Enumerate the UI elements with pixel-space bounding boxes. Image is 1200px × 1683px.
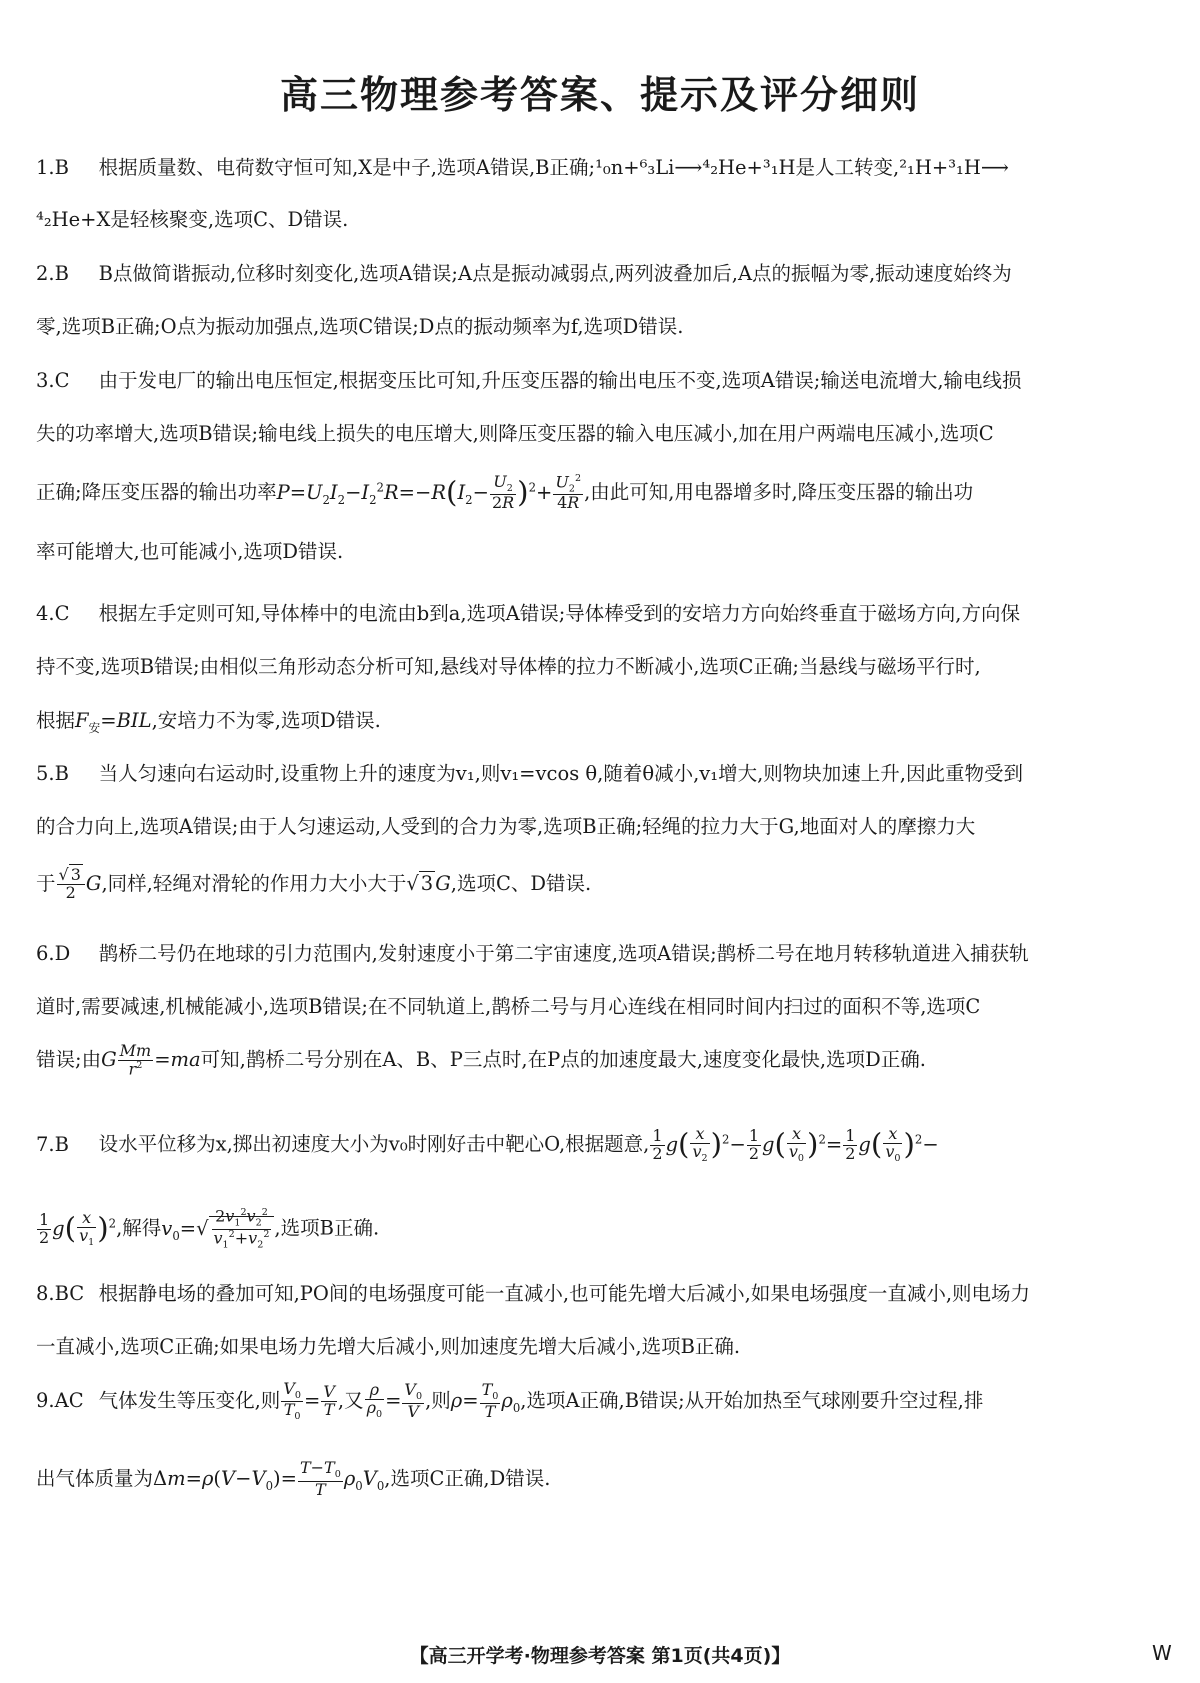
initial-speed-formula: $v_0=√$ $\frac{2v_1^2v_2^2}{v_1^2+v_2^2}$ [161, 1217, 274, 1240]
answer-key: C [54, 369, 70, 392]
footer-mark: W [1152, 1641, 1172, 1665]
question-2 [36, 259, 1166, 342]
explanation-text: 正确;降压变压器的输出功率 [36, 480, 277, 504]
explanation-text: 错误;由 [36, 1048, 102, 1071]
explanation-text: ,又 [337, 1389, 364, 1412]
question-6 [36, 939, 1166, 1082]
question-number: 2. [36, 262, 55, 285]
explanation-text: 当人匀速向右运动时,设重物上升的速度为v₁,则v₁=vcos θ,随着θ减小,v₁增大,则物块加速上升,因此重物受到 [98, 762, 1024, 785]
answer-key: B [54, 762, 69, 785]
answer-key: C [54, 602, 70, 625]
explanation-text: 出气体质量为 [36, 1467, 154, 1490]
explanation-text: 气体发生等压变化,则 [98, 1389, 281, 1412]
explanation-text: ,选项A正确,B错误;从开始加热至气球刚要升空过程,排 [520, 1389, 984, 1412]
question-8 [36, 1279, 1166, 1362]
explanation-text: ⁴₂He+X是轻核聚变,选项C、D错误. [36, 208, 349, 231]
explanation-text: 于 [36, 872, 56, 895]
question-number: 6. [36, 942, 55, 965]
explanation-text: ,同样,轻绳对滑轮的作用力大小大于 [101, 872, 407, 895]
answer-key: B [54, 262, 69, 285]
explanation-text: ,选项C、D错误. [450, 872, 592, 895]
density-formula: ρ= $\frac{T_0}{T}$ $\rho_0$ [450, 1380, 521, 1421]
pulley-force-formula: √ 3 G [406, 872, 451, 895]
question-number: 9. [36, 1389, 55, 1412]
question-4 [36, 599, 1166, 736]
question-number: 3. [36, 369, 55, 392]
explanation-text: 根据左手定则可知,导体棒中的电流由b到a,选项A错误;导体棒受到的安培力方向始终垂直于磁场方向,方向保 [98, 602, 1020, 625]
density-ratio-formula: $\frac{\rho}{\rho_0}$ = $\frac{V_0}{V}$ [366, 1380, 423, 1421]
projectile-equation-cont: $\frac{1}{2}$ g( $\frac{x}{v_1}$ )$^2$ [39, 1207, 117, 1248]
power-formula: $P=U_2I_2-I_2^2R=-R(I_2-$ $\frac{U_2}{2R}$ )$^2$+ $\frac{U_2^2}{4R}$ [276, 471, 582, 513]
answer-key: AC [54, 1389, 84, 1412]
page-title: 高三物理参考答案、提示及评分细则 [279, 73, 920, 117]
answer-key: B [54, 156, 69, 179]
answer-key: D [54, 942, 71, 965]
question-1 [36, 153, 1166, 235]
explanation-text: 零,选项B正确;O点为振动加强点,选项C错误;D点的振动频率为f,选项D错误. [36, 315, 684, 338]
explanation-text: 失的功率增大,选项B错误;输电线上损失的电压增大,则降压变压器的输入电压减小,加在用户两端电压减小,选项C [36, 422, 994, 445]
mass-formula: $\Delta m=\rho(V-V_0)=$ $\frac{T-T_0}{T}$ $\rho_0V_0$ [153, 1458, 385, 1499]
explanation-text: 根据质量数、电荷数守恒可知,X是中子,选项A错误,B正确;¹₀n+⁶₃Li⟶⁴₂He+³₁H是人工转变,²₁H+³₁H⟶ [98, 156, 1009, 179]
question-9 [36, 1379, 1166, 1501]
ampere-force-formula: $F_安=BIL$ [75, 709, 152, 735]
explanation-text: 鹊桥二号仍在地球的引力范围内,发射速度小于第二宇宙速度,选项A错误;鹊桥二号在地月转移轨道进入捕获轨 [98, 942, 1029, 965]
explanation-text: ,安培力不为零,选项D错误. [151, 709, 381, 732]
explanation-text: ,则 [425, 1389, 451, 1412]
question-number: 5. [36, 762, 55, 785]
explanation-text: ,解得 [116, 1216, 162, 1240]
explanation-text: 持不变,选项B错误;由相似三角形动态分析可知,悬线对导体棒的拉力不断减小,选项C正确;当悬线与磁场平行时, [36, 655, 981, 678]
explanation-text: ,选项B正确. [274, 1216, 380, 1240]
question-number: 1. [36, 156, 55, 179]
question-number: 4. [36, 602, 55, 625]
explanation-text: 由于发电厂的输出电压恒定,根据变压比可知,升压变压器的输出电压不变,选项A错误;输送电流增大,输电线损 [98, 369, 1022, 392]
explanation-text: 一直减小,选项C正确;如果电场力先增大后减小,则加速度先增大后减小,选项B正确. [36, 1335, 741, 1358]
gravitation-formula: G $\frac{Mm}{r^2}$ =ma [101, 1041, 201, 1079]
explanation-text: 可知,鹊桥二号分别在A、B、P三点时,在P点的加速度最大,速度变化最快,选项D正确. [200, 1048, 926, 1071]
question-number: 8. [36, 1282, 55, 1305]
explanation-text: B点做简谐振动,位移时刻变化,选项A错误;A点是振动减弱点,两列波叠加后,A点的振幅为零,振动速度始终为 [98, 262, 1012, 285]
question-number: 7. [36, 1132, 55, 1156]
explanation-text: 道时,需要减速,机械能减小,选项B错误;在不同轨道上,鹊桥二号与月心连线在相同时间内扫过的面积不等,选项C [36, 995, 981, 1018]
answer-key: BC [54, 1282, 85, 1305]
question-5 [36, 759, 1166, 906]
page-footer: 【高三开学考·物理参考答案 第1页(共4页)】 [409, 1645, 791, 1667]
explanation-text: 的合力向上,选项A错误;由于人匀速运动,人受到的合力为零,选项B正确;轻绳的拉力大于G,地面对人的摩擦力大 [36, 815, 976, 838]
explanation-text: 率可能增大,也可能减小,选项D错误. [36, 540, 344, 563]
explanation-text: 根据 [36, 709, 76, 732]
projectile-equation: $\frac{1}{2}$ g( $\frac{x}{v_2}$ )$^2$− $\frac{1}{2}$ g( $\frac{x}{v_0}$ )$^2$= $\frac{1}{2}$ g( $\frac{x}{v_0}$ )$^2$− [652, 1123, 939, 1164]
explanation-text: ,选项C正确,D错误. [384, 1467, 551, 1490]
explanation-text: ,由此可知,用电器增多时,降压变压器的输出功 [584, 480, 974, 504]
question-3 [36, 366, 1166, 567]
explanation-text: 根据静电场的叠加可知,PO间的电场强度可能一直减小,也可能先增大后减小,如果电场强度一直减小,则电场力 [98, 1282, 1031, 1305]
question-7 [36, 1117, 1166, 1251]
isobaric-formula: $\frac{V_0}{T_0}$ = $\frac{V}{T}$ [283, 1378, 335, 1423]
answer-key: B [54, 1132, 69, 1156]
friction-formula: $\frac{√ 3}{2}$ G [58, 865, 102, 902]
explanation-text: 设水平位移为x,掷出初速度大小为v₀时刚好击中靶心O,根据题意, [98, 1132, 650, 1156]
